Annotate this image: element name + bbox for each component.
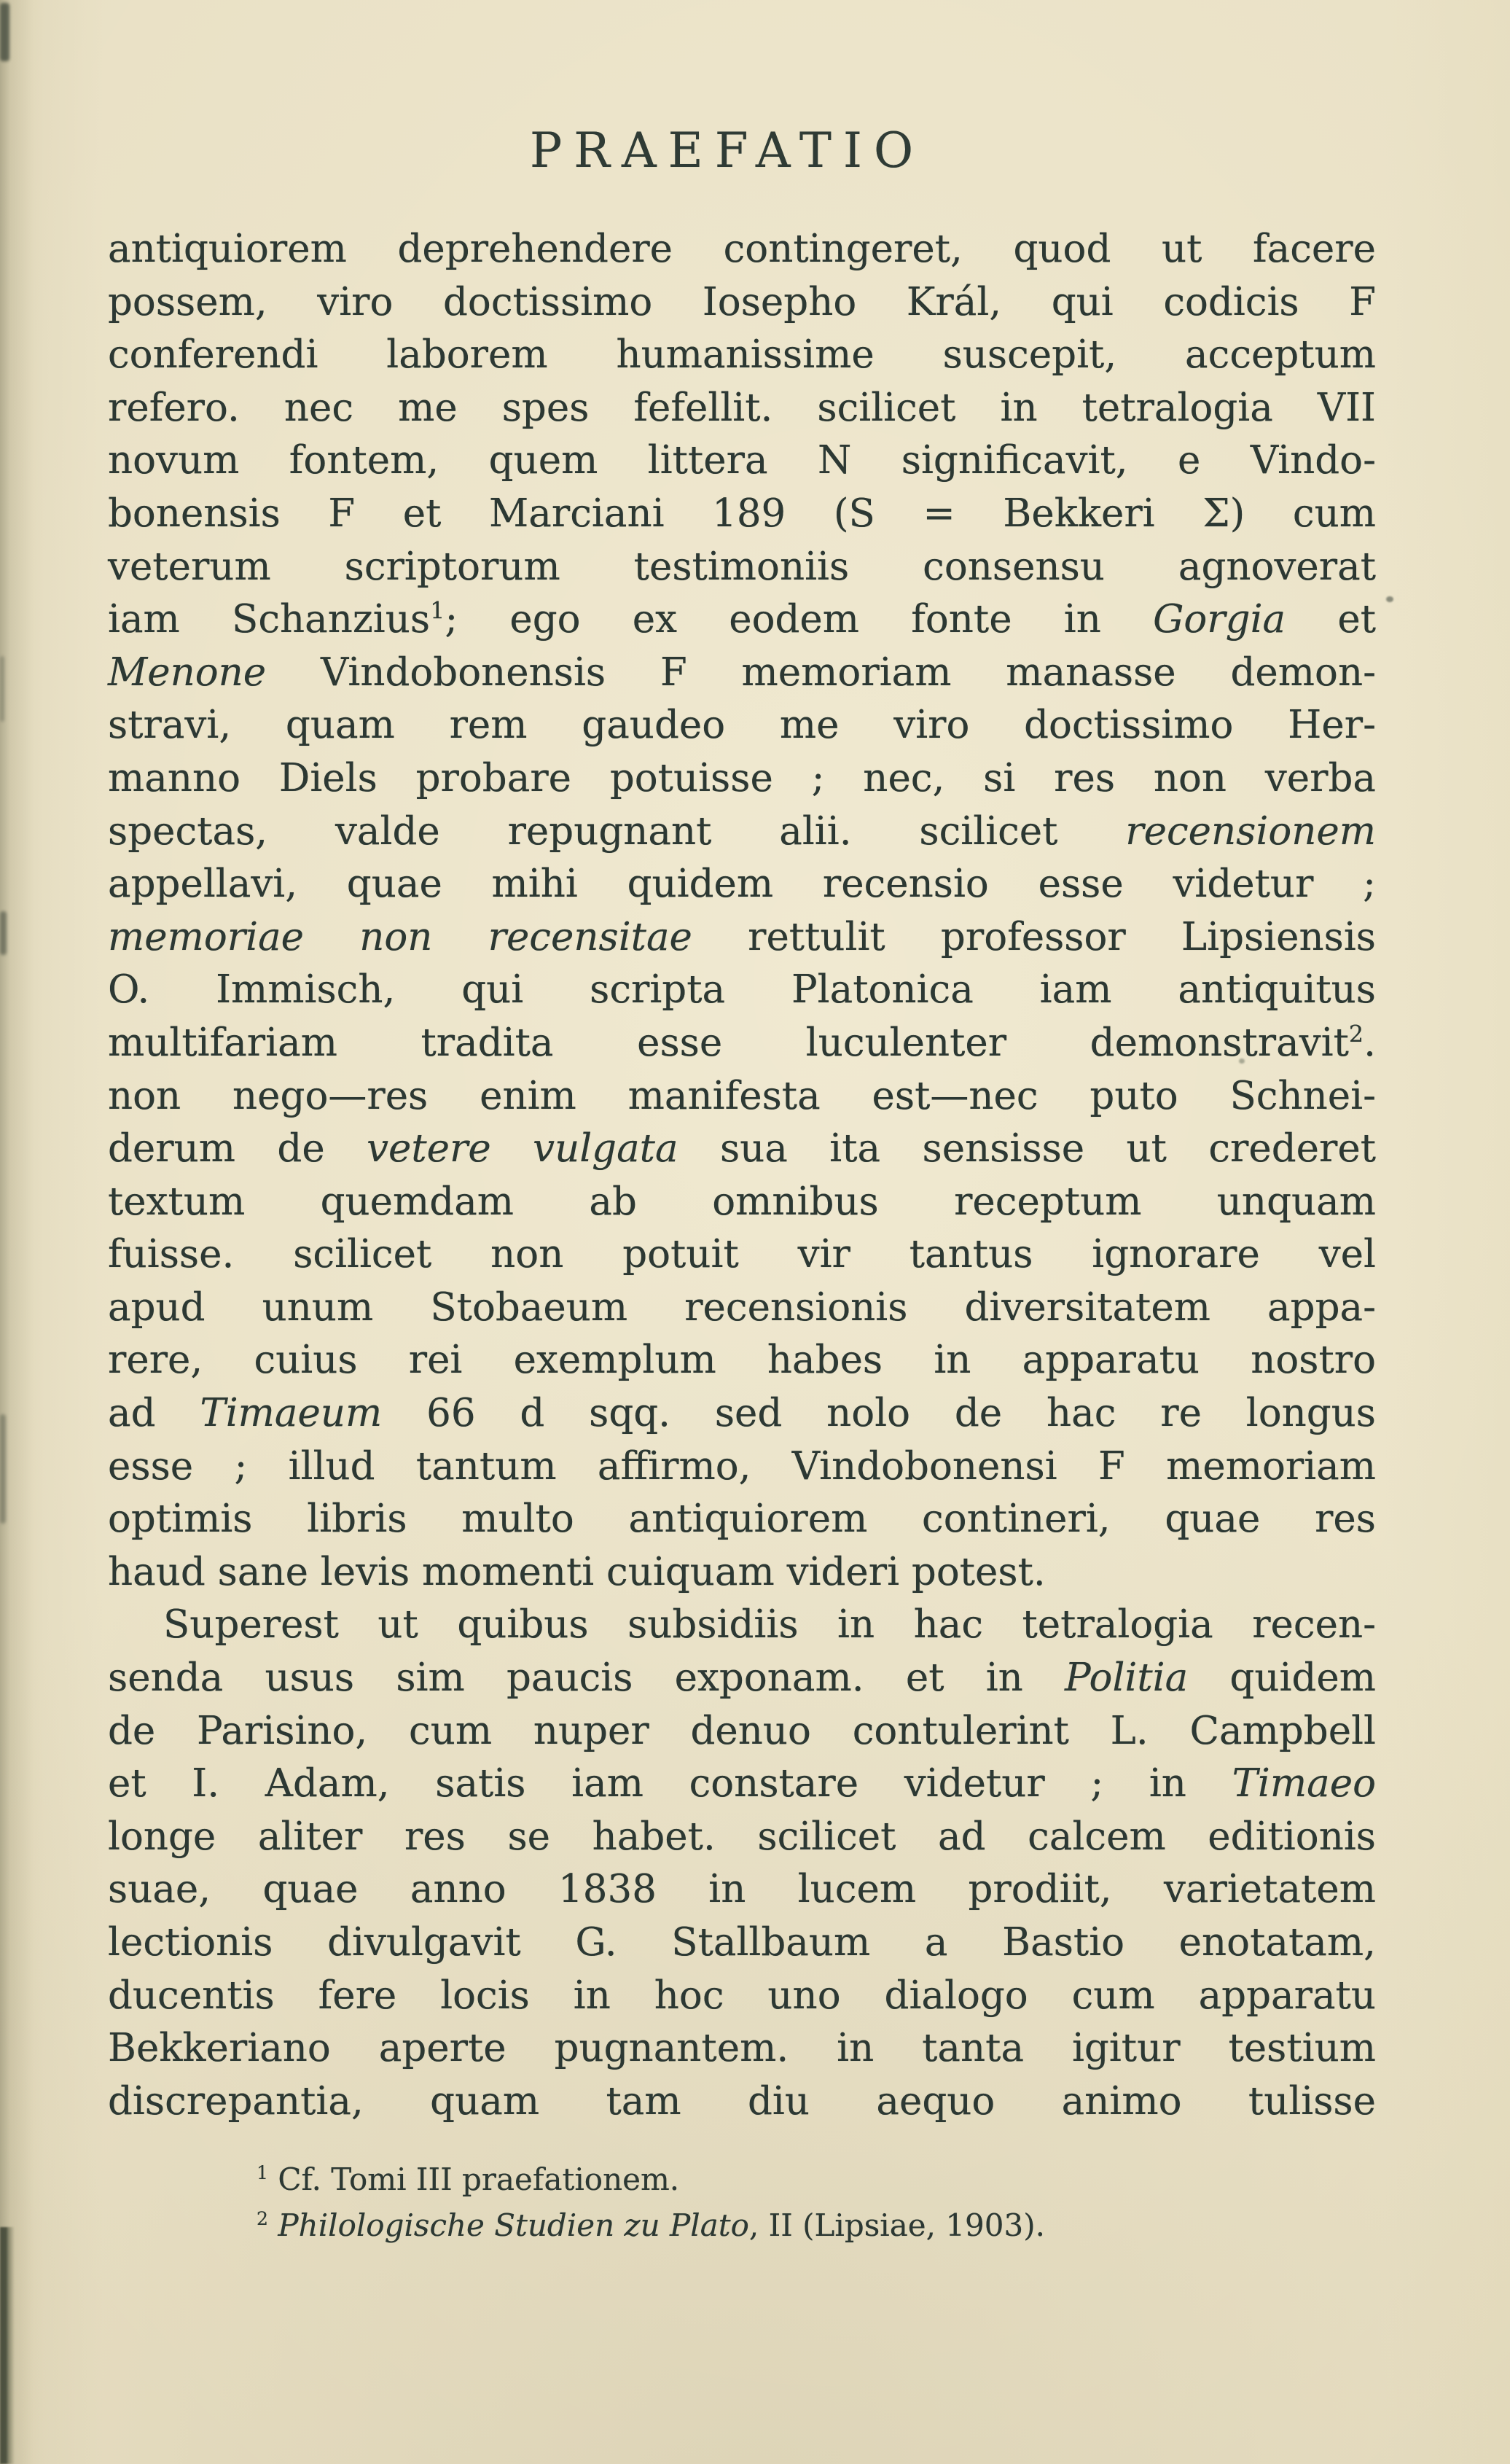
text-line: [108, 223, 1376, 276]
text-line: [108, 593, 1376, 647]
text-segment: rere, cuius rei exemplum habes in apparatu nostro: [108, 1338, 1376, 1383]
text-segment: .: [1364, 1020, 1376, 1065]
text-line: [108, 276, 1376, 330]
text-segment: stravi, quam rem gaudeo me viro doctissimo Her-: [108, 703, 1376, 748]
text-line: [108, 1228, 1376, 1282]
text-segment: spectas, valde repugnant alii. scilicet: [108, 808, 1126, 854]
text-line: [108, 488, 1376, 541]
text-segment: iam Schanzius: [108, 597, 431, 642]
text-line: [108, 806, 1376, 859]
text-segment: lectionis divulgavit G. Stallbaum a Bastio enotatam,: [108, 1920, 1376, 1965]
text-segment: [268, 2207, 278, 2243]
text-segment: quidem: [1188, 1656, 1376, 1701]
text-segment: Bekkeriano aperte pugnantem. in tanta igitur testium: [108, 2026, 1376, 2071]
text-segment: 66 d sqq. sed nolo de hac re longus: [382, 1391, 1377, 1436]
text-line: [108, 1863, 1376, 1917]
footnote: [257, 2202, 1350, 2248]
text-segment: refero. nec me spes fefellit. scilicet in tetralogia VII: [108, 385, 1376, 430]
text-segment: O. Immisch, qui scripta Platonica iam antiquitus: [108, 967, 1376, 1013]
text-line: [108, 1017, 1376, 1070]
text-segment: ducentis fere locis in hoc uno dialogo cum apparatu: [108, 1973, 1376, 2018]
text-line: [108, 1387, 1376, 1440]
text-line: [108, 1176, 1376, 1229]
text-line: [108, 1811, 1376, 1864]
text-line: [108, 752, 1376, 806]
italic-text: vetere vulgata: [367, 1126, 678, 1171]
text-segment: Superest ut quibus subsidiis in hac tetralogia recen-: [163, 1602, 1376, 1648]
edge-smudge: [0, 3, 9, 61]
text-segment: bonensis F et Marciani 189 (S = Bekkeri Σ) cum: [108, 491, 1376, 536]
text-line: [108, 382, 1376, 435]
italic-text: Gorgia: [1153, 597, 1286, 642]
italic-text: Politia: [1065, 1656, 1189, 1701]
text-line: [108, 434, 1376, 488]
text-segment: Vindobonensis F memoriam manasse demon-: [266, 650, 1376, 695]
text-segment: veterum scriptorum testimoniis consensu agnoverat: [108, 544, 1376, 589]
text-segment: longe aliter res se habet. scilicet ad calcem editionis: [108, 1814, 1376, 1859]
text-line: [108, 1917, 1376, 1970]
text-line: [108, 1070, 1376, 1123]
edge-smudge: [0, 1414, 6, 1524]
text-line: [108, 1334, 1376, 1387]
text-segment: appellavi, quae mihi quidem recensio esse videtur ;: [108, 862, 1376, 907]
footnote-marker: 1: [430, 597, 445, 625]
text-line: [108, 1970, 1376, 2023]
text-segment: et I. Adam, satis iam constare videtur ; in: [108, 1761, 1232, 1806]
text-line: [108, 858, 1376, 911]
text-line: [108, 1758, 1376, 1811]
text-line: [108, 2022, 1376, 2075]
text-segment: optimis libris multo antiquiorem contineri, quae res: [108, 1497, 1376, 1542]
text-line: [108, 1546, 1376, 1599]
italic-text: recensionem: [1125, 808, 1376, 854]
footnote-marker: 1: [257, 2162, 269, 2183]
text-line: [108, 2075, 1376, 2129]
italic-text: Timaeum: [200, 1391, 383, 1436]
text-line: [108, 699, 1376, 752]
text-segment: non nego—res enim manifesta est—nec puto Schnei-: [108, 1073, 1376, 1118]
footnote: [257, 2156, 1350, 2202]
text-segment: rettulit professor Lipsiensis: [692, 914, 1376, 959]
text-segment: apud unum Stobaeum recensionis diversitatem appa-: [108, 1284, 1376, 1330]
text-line: [108, 1493, 1376, 1546]
text-segment: et: [1286, 597, 1376, 642]
text-segment: antiquiorem deprehendere contingeret, quod ut facere: [108, 227, 1376, 271]
edge-smudge: [0, 656, 4, 722]
edge-smudge: [0, 911, 7, 955]
text-segment: fuisse. scilicet non potuit vir tantus ignorare vel: [108, 1232, 1376, 1277]
text-segment: discrepantia, quam tam diu aequo animo tulisse: [108, 2078, 1376, 2124]
text-line: [108, 1705, 1376, 1758]
page-binding-edge: [0, 2227, 15, 2464]
text-line: [108, 1652, 1376, 1705]
italic-text: Philologische Studien zu Plato: [278, 2207, 749, 2243]
text-segment: ad: [108, 1391, 200, 1436]
footnotes: [257, 2156, 1350, 2248]
body-text: [108, 223, 1376, 2128]
text-line: [108, 964, 1376, 1017]
text-line: [108, 911, 1376, 964]
footnote-marker: 2: [257, 2208, 269, 2229]
text-line: [108, 1282, 1376, 1335]
text-line: [108, 329, 1376, 382]
text-line: [108, 1123, 1376, 1176]
text-line: [108, 1440, 1376, 1494]
italic-text: Menone: [108, 650, 267, 695]
text-segment: sua ita sensisse ut crederet: [678, 1126, 1377, 1171]
text-segment: possem, viro doctissimo Iosepho Král, qui codicis F: [108, 279, 1376, 324]
text-segment: de Parisino, cum nuper denuo contulerint L. Campbell: [108, 1708, 1376, 1753]
text-segment: Cf. Tomi III praefationem.: [268, 2161, 680, 2197]
page-gutter-shadow: [0, 0, 34, 2464]
text-line: [108, 541, 1376, 594]
text-segment: , II (Lipsiae, 1903).: [748, 2207, 1045, 2243]
text-segment: haud sane levis momenti cuiquam videri potest.: [108, 1549, 1046, 1594]
italic-text: memoriae non recensitae: [108, 914, 692, 959]
text-line: [108, 647, 1376, 700]
text-segment: derum de: [108, 1126, 367, 1171]
text-line: [108, 1599, 1376, 1652]
text-segment: conferendi laborem humanissime suscepit, acceptum: [108, 332, 1376, 378]
text-segment: multifariam tradita esse luculenter demonstravit: [108, 1020, 1349, 1065]
footnote-marker: 2: [1348, 1021, 1364, 1048]
page-title: PRAEFATIO: [529, 122, 926, 179]
italic-text: Timaeo: [1232, 1761, 1376, 1806]
text-segment: senda usus sim paucis exponam. et in: [108, 1656, 1065, 1701]
text-segment: novum fontem, quem littera N significavit, e Vindo-: [108, 438, 1376, 483]
text-segment: manno Diels probare potuisse ; nec, si res non verba: [108, 755, 1376, 800]
text-segment: textum quemdam ab omnibus receptum unquam: [108, 1179, 1376, 1224]
paper-speck: [1386, 596, 1393, 602]
text-segment: ; ego ex eodem fonte in: [445, 597, 1154, 642]
text-segment: suae, quae anno 1838 in lucem prodiit, varietatem: [108, 1867, 1376, 1912]
text-segment: esse ; illud tantum affirmo, Vindobonensi F memoriam: [108, 1443, 1376, 1489]
